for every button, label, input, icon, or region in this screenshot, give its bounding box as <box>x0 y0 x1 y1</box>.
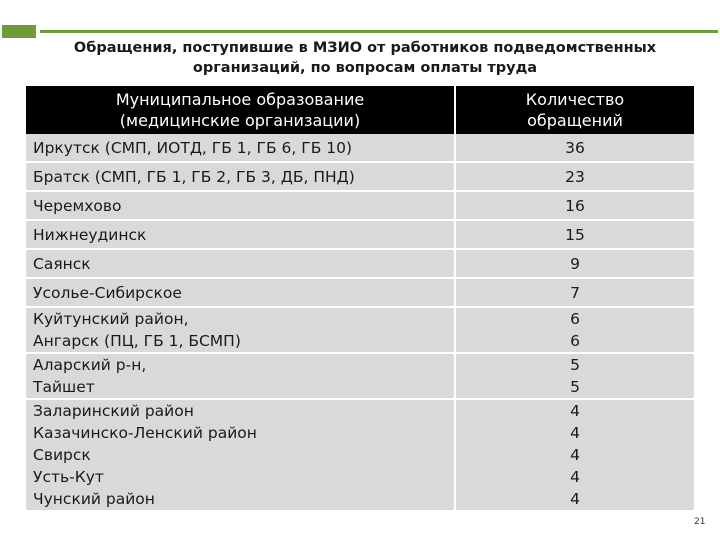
appeal-count: 5 <box>570 378 580 396</box>
municipality-name: Куйтунский район, <box>33 310 189 328</box>
count-cell <box>456 279 694 308</box>
appeal-count: 4 <box>570 402 580 420</box>
header-count-line-2: обращений <box>527 111 623 130</box>
header-municipality <box>26 86 456 134</box>
appeal-count: 16 <box>565 196 585 215</box>
slide-title <box>20 38 710 78</box>
table-row <box>26 134 694 163</box>
table-header-row <box>26 86 694 134</box>
appeal-count: 6 <box>570 310 580 328</box>
municipality-cell <box>26 134 456 163</box>
table-row <box>26 279 694 308</box>
header-count-line-1: Количество <box>525 90 625 109</box>
table-row <box>26 221 694 250</box>
table-body <box>26 134 694 512</box>
municipality-name: Усолье-Сибирское <box>33 283 182 302</box>
municipality-cell <box>26 400 456 512</box>
appeal-count: 4 <box>570 424 580 442</box>
table-row <box>26 354 694 400</box>
appeal-count: 4 <box>570 468 580 486</box>
header-count <box>456 86 694 134</box>
appeal-count: 9 <box>570 254 580 273</box>
accent-line <box>40 30 718 33</box>
municipality-cell <box>26 279 456 308</box>
table-row <box>26 308 694 354</box>
municipality-name: Чунский район <box>33 490 155 508</box>
header-municipality-line-2: (медицинские организации) <box>119 111 361 130</box>
count-cell <box>456 250 694 279</box>
municipality-name: Казачинско-Ленский район <box>33 424 257 442</box>
appeals-table <box>26 86 694 512</box>
municipality-cell <box>26 308 456 354</box>
count-cell <box>456 163 694 192</box>
header-municipality-line-1: Муниципальное образование <box>115 90 365 109</box>
count-cell <box>456 221 694 250</box>
municipality-cell <box>26 221 456 250</box>
page-number: 21 <box>694 517 706 527</box>
appeal-count: 5 <box>570 356 580 374</box>
appeal-count: 4 <box>570 490 580 508</box>
municipality-name: Ангарск (ПЦ, ГБ 1, БСМП) <box>33 332 241 350</box>
title-line-1: Обращения, поступившие в МЗИО от работников подведомственных <box>73 40 657 56</box>
municipality-name: Тайшет <box>33 378 95 396</box>
count-cell <box>456 134 694 163</box>
municipality-cell <box>26 163 456 192</box>
municipality-name: Заларинский район <box>33 402 194 420</box>
municipality-name: Аларский р-н, <box>33 356 147 374</box>
municipality-cell <box>26 192 456 221</box>
municipality-name: Нижнеудинск <box>33 225 147 244</box>
title-line-2: организаций, по вопросам оплаты труда <box>192 60 538 76</box>
municipality-name: Братск (СМП, ГБ 1, ГБ 2, ГБ 3, ДБ, ПНД) <box>33 167 355 186</box>
count-cell <box>456 308 694 354</box>
municipality-name: Черемхово <box>33 196 122 215</box>
table-row <box>26 250 694 279</box>
appeal-count: 4 <box>570 446 580 464</box>
appeal-count: 36 <box>565 138 585 157</box>
table-row <box>26 192 694 221</box>
count-cell <box>456 192 694 221</box>
municipality-name: Усть-Кут <box>33 468 104 486</box>
municipality-cell <box>26 354 456 400</box>
municipality-cell <box>26 250 456 279</box>
accent-square <box>2 25 36 38</box>
municipality-name: Свирск <box>33 446 91 464</box>
table-row <box>26 163 694 192</box>
appeal-count: 23 <box>565 167 585 186</box>
appeal-count: 6 <box>570 332 580 350</box>
table-row <box>26 400 694 512</box>
count-cell <box>456 354 694 400</box>
count-cell <box>456 400 694 512</box>
appeal-count: 15 <box>565 225 585 244</box>
municipality-name: Саянск <box>33 254 91 273</box>
appeal-count: 7 <box>570 283 580 302</box>
municipality-name: Иркутск (СМП, ИОТД, ГБ 1, ГБ 6, ГБ 10) <box>33 138 353 157</box>
